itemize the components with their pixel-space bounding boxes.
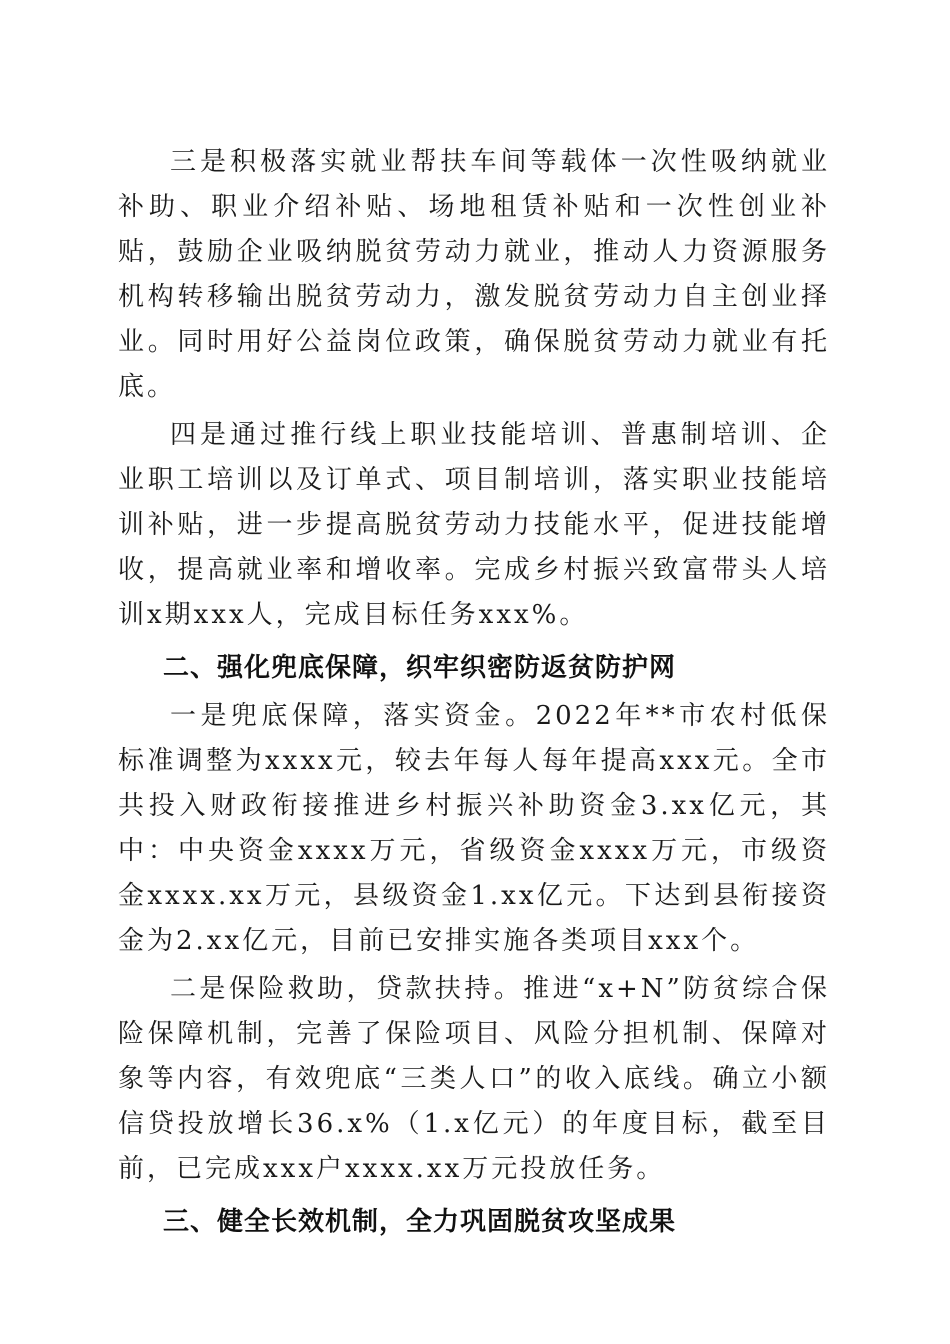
paragraph-insurance-loans: 二是保险救助，贷款扶持。推进“x+N”防贫综合保险保障机制，完善了保险项目、风险分担机制、保障对象等内容，有效兜底“三类人口”的收入底线。确立小额信贷投放增长36.x%（1.x亿元）的年度目标，截至目前，已完成xxx户xxxx.xx万元投放任务。	[118, 974, 830, 1184]
paragraph-employment-subsidies: 三是积极落实就业帮扶车间等载体一次性吸纳就业补助、职业介绍补贴、场地租赁补贴和一次性创业补贴，鼓励企业吸纳脱贫劳动力就业，推动人力资源服务机构转移输出脱贫劳动力，激发脱贫劳动力自主创业择业。同时用好公益岗位政策，确保脱贫劳动力就业有托底。	[118, 147, 830, 402]
document-body	[118, 140, 830, 1245]
section-heading-2: 二、强化兜底保障，织牢织密防返贫防护网	[163, 653, 677, 683]
paragraph-funding: 一是兜底保障，落实资金。2022年**市农村低保标准调整为xxxx元，较去年每人每年提高xxx元。全市共投入财政衔接推进乡村振兴补助资金3.xx亿元，其中：中央资金xxxx万元，省级资金xxxx万元，市级资金xxxx.xx万元，县级资金1.xx亿元。下达到县衔接资金为2.xx亿元，目前已安排实施各类项目xxx个。	[118, 701, 830, 956]
paragraph-skills-training: 四是通过推行线上职业技能培训、普惠制培训、企业职工培训以及订单式、项目制培训，落实职业技能培训补贴，进一步提高脱贫劳动力技能水平，促进技能增收，提高就业率和增收率。完成乡村振兴致富带头人培训x期xxx人，完成目标任务xxx%。	[118, 420, 830, 630]
section-heading-3: 三、健全长效机制，全力巩固脱贫攻坚成果	[163, 1207, 677, 1237]
